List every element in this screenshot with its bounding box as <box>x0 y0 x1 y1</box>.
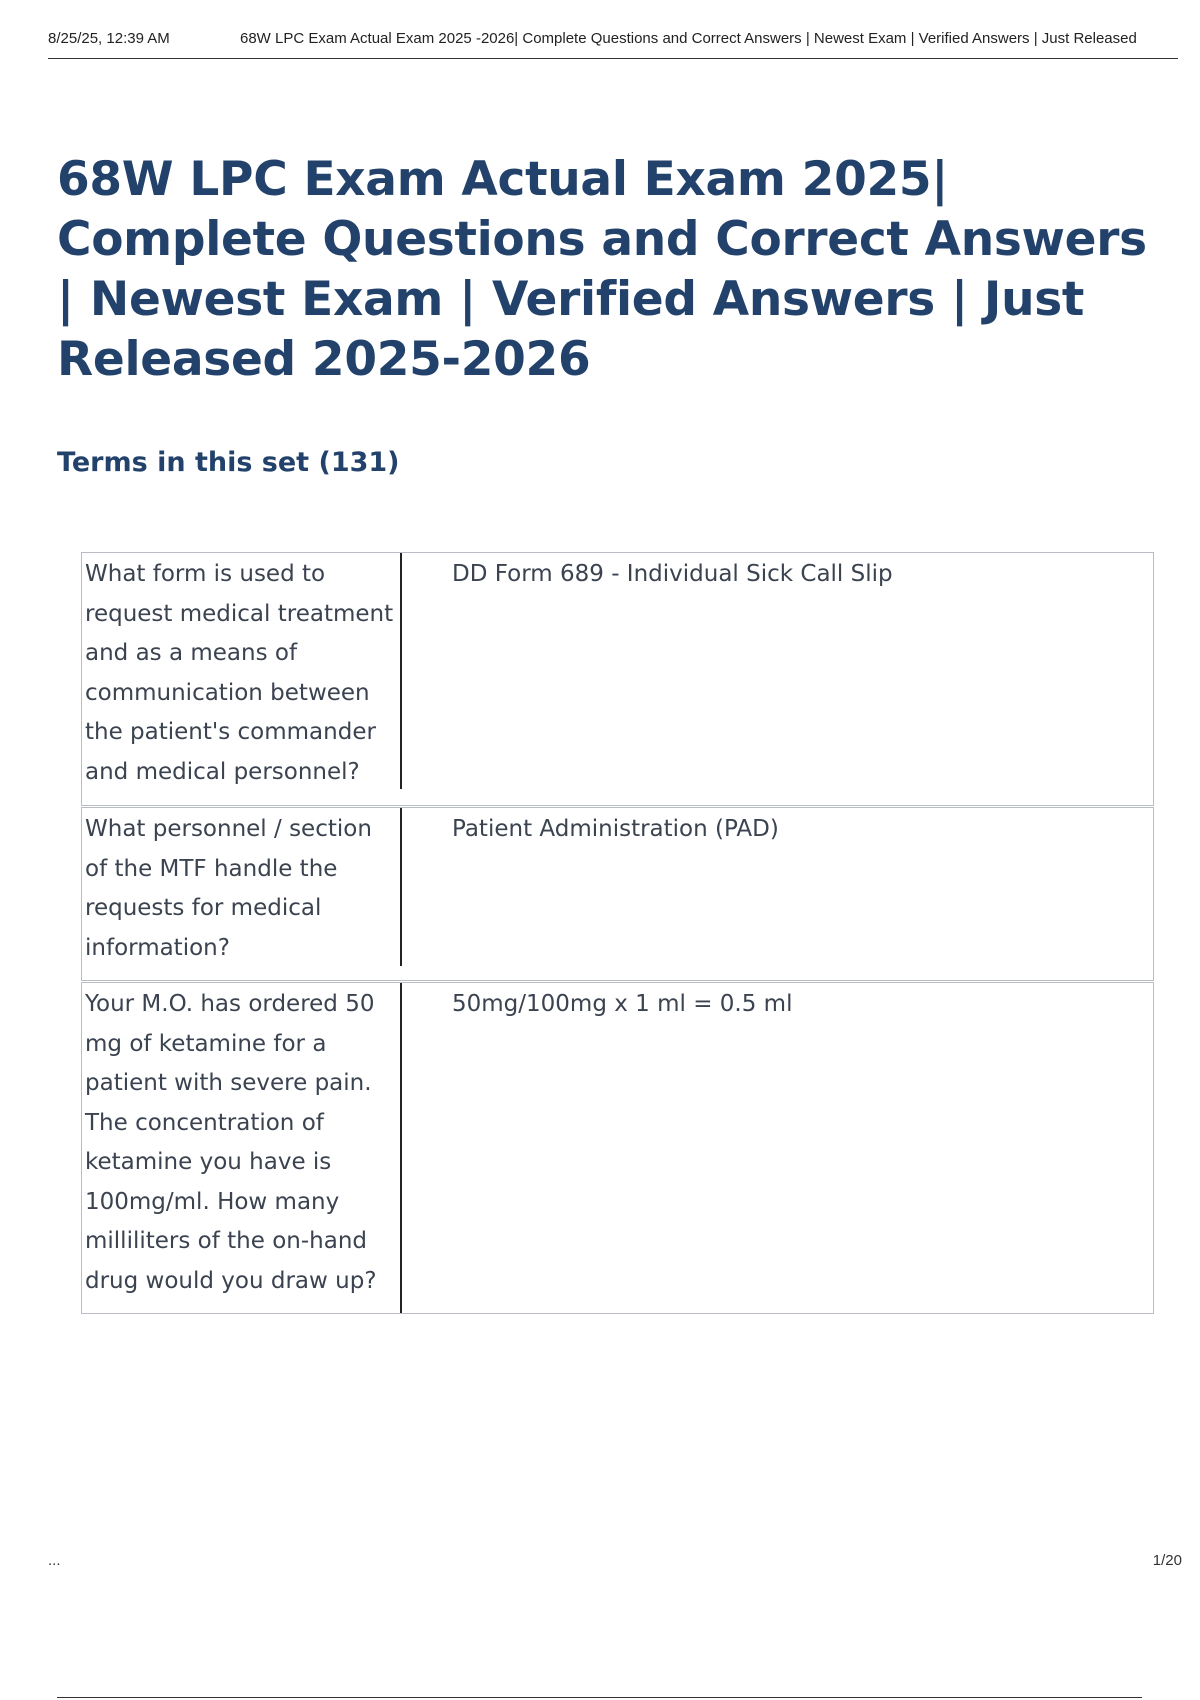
term-question: Your M.O. has ordered 50 mg of ketamine for a patient with severe pain. The concentration of ketamine you have is 100mg/ml. How many milliliters of the on-hand drug would you draw up? <box>82 983 402 1313</box>
terms-table <box>81 552 1154 1315</box>
divider <box>57 1697 1142 1698</box>
term-row <box>81 552 1154 806</box>
page-number: 1/20 <box>1152 1552 1182 1569</box>
term-answer: 50mg/100mg x 1 ml = 0.5 ml <box>452 991 793 1017</box>
terms-heading: Terms in this set (131) <box>57 447 400 478</box>
print-footer-ellipsis: ... <box>48 1552 61 1569</box>
term-answer: DD Form 689 - Individual Sick Call Slip <box>452 561 893 587</box>
document-title: 68W LPC Exam Actual Exam 2025| Complete Questions and Correct Answers | Newest Exam | Verified Answers | Just Released 2025-2026 <box>57 152 1147 387</box>
print-page-title: 68W LPC Exam Actual Exam 2025 -2026| Complete Questions and Correct Answers | Newest Exam | Verified Answers | Just Released <box>240 30 1137 47</box>
term-answer: Patient Administration (PAD) <box>452 816 779 842</box>
term-row <box>81 807 1154 981</box>
print-header <box>48 28 1178 59</box>
term-question: What personnel / section of the MTF handle the requests for medical information? <box>82 808 402 966</box>
print-date: 8/25/25, 12:39 AM <box>48 30 170 47</box>
term-question: What form is used to request medical treatment and as a means of communication between the patient's commander and medical personnel? <box>82 553 402 789</box>
term-row <box>81 982 1154 1314</box>
